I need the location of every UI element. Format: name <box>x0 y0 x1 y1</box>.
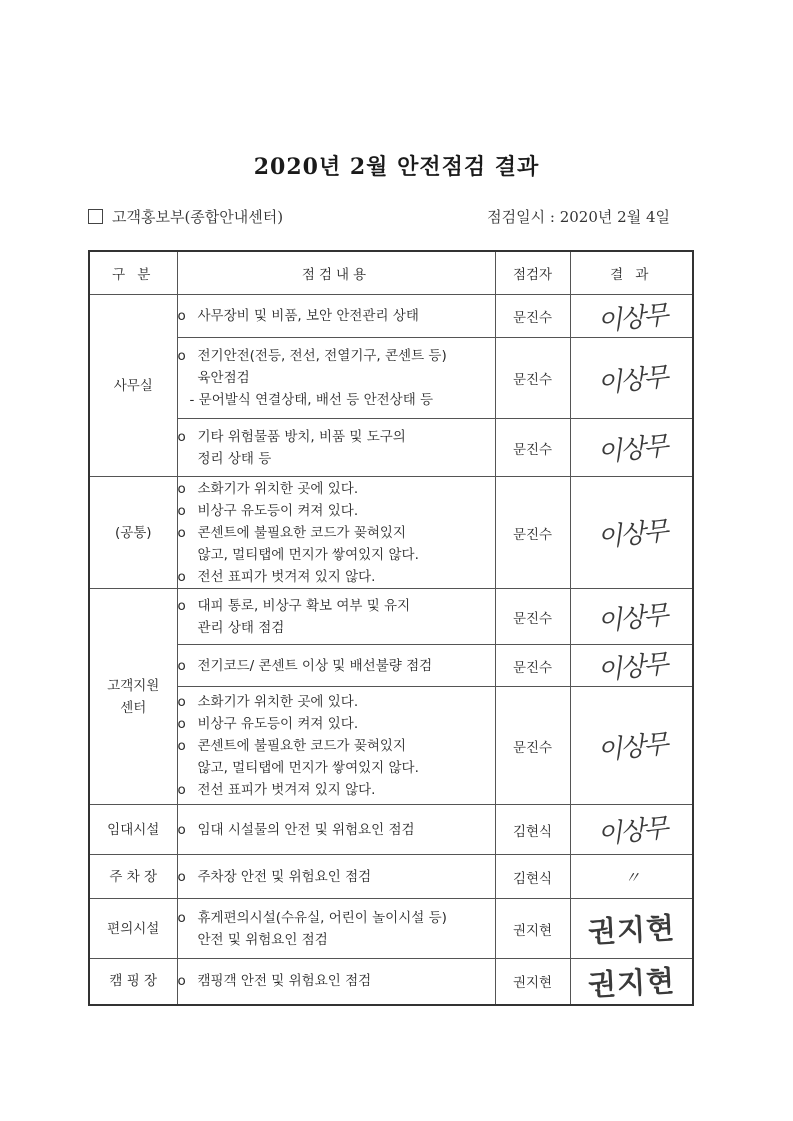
result-signature: 권지현 <box>570 959 693 1005</box>
table-row <box>89 589 693 645</box>
row-inspector: 권지현 <box>495 899 570 959</box>
table-row <box>89 477 693 589</box>
inspection-date: 점검일시 : 2020년 2월 4일 <box>487 208 670 226</box>
result-signature: 이상무 <box>570 419 693 477</box>
table-row <box>89 687 693 805</box>
category-office: 사무실 <box>89 295 177 477</box>
table-row <box>89 419 693 477</box>
row-inspector: 문진수 <box>495 687 570 805</box>
category-camping: 캠 핑 장 <box>89 959 177 1005</box>
table-row <box>89 805 693 855</box>
row-inspector: 권지현 <box>495 959 570 1005</box>
result-signature: 이상무 <box>570 687 693 805</box>
document-title: 2020년 2월 안전점검 결과 <box>253 154 540 180</box>
table-row <box>89 338 693 419</box>
row-content: o 캠핑객 안전 및 위험요인 점검 <box>177 959 495 1005</box>
category-parking: 주 차 장 <box>89 855 177 899</box>
header-category: 구 분 <box>89 251 177 295</box>
header-result: 결 과 <box>570 251 693 295</box>
row-inspector: 김현식 <box>495 855 570 899</box>
row-inspector: 문진수 <box>495 589 570 645</box>
row-inspector: 문진수 <box>495 295 570 338</box>
table-row <box>89 645 693 687</box>
row-content: o 주차장 안전 및 위험요인 점검 <box>177 855 495 899</box>
result-signature: 이상무 <box>570 589 693 645</box>
table-header-row <box>89 251 693 295</box>
department-label <box>88 206 283 227</box>
row-content: o 휴게편의시설(수유실, 어린이 놀이시설 등) 안전 및 위험요인 점검 <box>177 899 495 959</box>
row-inspector: 문진수 <box>495 338 570 419</box>
result-signature: 권지현 <box>570 899 693 959</box>
header-inspector: 점검자 <box>495 251 570 295</box>
table-row <box>89 855 693 899</box>
header-content: 점검내용 <box>177 251 495 295</box>
checkbox-icon <box>88 209 103 224</box>
row-inspector: 문진수 <box>495 419 570 477</box>
row-content: o 임대 시설물의 안전 및 위험요인 점검 <box>177 805 495 855</box>
result-signature: 〃 <box>570 855 693 899</box>
result-signature: 이상무 <box>570 805 693 855</box>
category-support-center: 고객지원 센터 <box>89 589 177 805</box>
result-signature: 이상무 <box>570 295 693 338</box>
result-signature: 이상무 <box>570 338 693 419</box>
inspection-table <box>88 250 694 1006</box>
row-content: o 기타 위험물품 방치, 비품 및 도구의 정리 상태 등 <box>177 419 495 477</box>
row-inspector: 문진수 <box>495 477 570 589</box>
row-content: o 대피 통로, 비상구 확보 여부 및 유지 관리 상태 점검 <box>177 589 495 645</box>
table-row <box>89 899 693 959</box>
row-inspector: 김현식 <box>495 805 570 855</box>
row-content: o 전기안전(전등, 전선, 전열기구, 콘센트 등) 육안점검 - 문어발식 연결상태, 배선 등 안전상태 등 <box>177 338 495 419</box>
row-content: o 사무장비 및 비품, 보안 안전관리 상태 <box>177 295 495 338</box>
row-inspector: 문진수 <box>495 645 570 687</box>
table-row <box>89 959 693 1005</box>
row-content: o 소화기가 위치한 곳에 있다. o 비상구 유도등이 켜져 있다. o 콘센트에 불필요한 코드가 꽂혀있지 않고, 멀티탭에 먼지가 쌓여있지 않다. o 전선 표피가 벗겨져 있지 않다. <box>177 687 495 805</box>
table-row <box>89 295 693 338</box>
row-content: o 전기코드/ 콘센트 이상 및 배선불량 점검 <box>177 645 495 687</box>
document-subline <box>88 206 670 228</box>
category-convenience: 편의시설 <box>89 899 177 959</box>
row-content: o 소화기가 위치한 곳에 있다. o 비상구 유도등이 켜져 있다. o 콘센트에 불필요한 코드가 꽂혀있지 않고, 멀티탭에 먼지가 쌓여있지 않다. o 전선 표피가 벗겨져 있지 않다. <box>177 477 495 589</box>
category-rental: 임대시설 <box>89 805 177 855</box>
department-name: 고객홍보부(종합안내센터) <box>112 208 284 226</box>
result-signature: 이상무 <box>570 645 693 687</box>
category-common: (공통) <box>89 477 177 589</box>
result-signature: 이상무 <box>570 477 693 589</box>
